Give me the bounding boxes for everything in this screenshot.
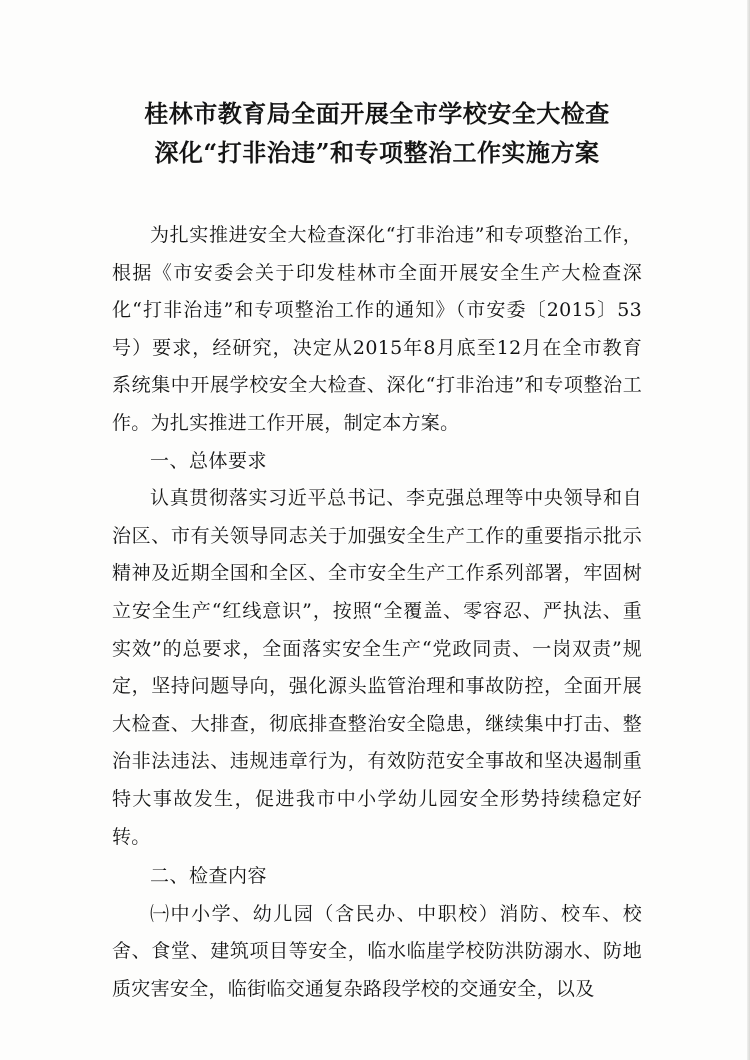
intro-paragraph: 为扎实推进安全大检查深化“打非治违”和专项整治工作，根据《市安委会关于印发桂林市全面开展安全生产大检查深化“打非治违”和专项整治工作的通知》（市安委〔2015〕53号）要求，经研究，决定从2015年8月底至12月在全市教育系统集中开展学校安全大检查、深化“打非治违”和专项整治工作。为扎实推进工作开展，制定本方案。 <box>112 224 642 434</box>
section-1-paragraph: 认真贯彻落实习近平总书记、李克强总理等中央领导和自治区、市有关领导同志关于加强安全生产工作的重要指示批示精神及近期全国和全区、全市安全生产工作系列部署，牢固树立安全生产“红线意识”，按照“全覆盖、零容忍、严执法、重实效”的总要求，全面落实安全生产“党政同责、一岗双责”规定，坚持问题导向，强化源头监管治理和事故防控，全面开展大检查、大排查，彻底排查整治安全隐患，继续集中打击、整治非法违法、违规违章行为，有效防范安全事故和坚决遏制重特大事故发生，促进我市中小学幼儿园安全形势持续稳定好转。 <box>112 487 642 848</box>
section-1-heading: 一、总体要求 <box>150 449 268 472</box>
section-2-heading: 二、检查内容 <box>150 865 268 888</box>
title-line-2: 深化“打非治违”和专项整治工作实施方案 <box>154 138 600 167</box>
document-title <box>112 94 642 172</box>
section-2-paragraph: ㈠中小学、幼儿园（含民办、中职校）消防、校车、校舍、食堂、建筑项目等安全，临水临崖学校防洪防溺水、防地质灾害安全，临街临交通复杂路段学校的交通安全，以及 <box>112 902 642 1000</box>
title-line-1: 桂林市教育局全面开展全市学校安全大检查 <box>144 99 610 128</box>
